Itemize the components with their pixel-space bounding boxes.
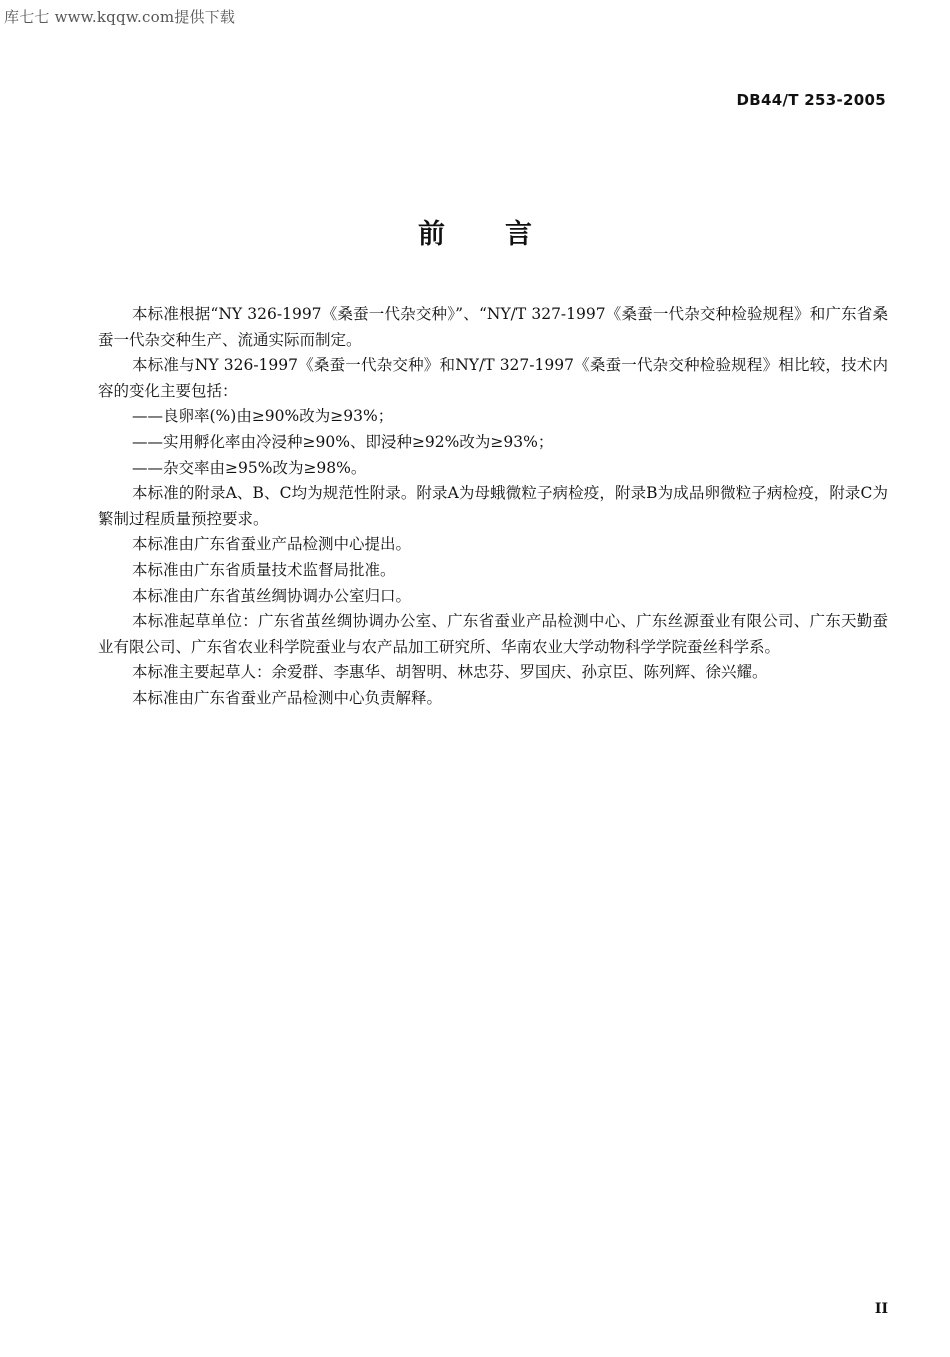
watermark-text: 库七七 www.kqqw.com提供下载 (4, 8, 236, 26)
paragraph-centralized-by: 本标准由广东省茧丝绸协调办公室归口。 (132, 586, 412, 605)
paragraph-comparison: 本标准与NY 326-1997《桑蚕一代杂交种》和NY/T 327-1997《桑蚕一代杂交种检验规程》相比较，技术内容的变化主要包括： (98, 356, 888, 400)
paragraph-proposed-by: 本标准由广东省蚕业产品检测中心提出。 (132, 535, 412, 554)
paragraph-basis: 本标准根据“NY 326-1997《桑蚕一代杂交种》”、“NY/T 327-1997《桑蚕一代杂交种检验规程》和广东省桑蚕一代杂交种生产、流通实际而制定。 (98, 305, 888, 349)
change-item-good-egg-rate: ——良卵率(%)由≥90%改为≥93%； (132, 407, 394, 426)
change-item-hatching-rate: ——实用孵化率由冷浸种≥90%、即浸种≥92%改为≥93%； (132, 432, 554, 451)
page-number: II (874, 1301, 888, 1317)
change-item-hybrid-rate: ——杂交率由≥95%改为≥98%。 (132, 458, 367, 477)
paragraph-appendices: 本标准的附录A、B、C均为规范性附录。附录A为母蛾微粒子病检疫，附录B为成品卵微粒子病检疫，附录C为繁制过程质量预控要求。 (98, 484, 888, 528)
paragraph-drafters: 本标准主要起草人：余爱群、李惠华、胡智明、林忠芬、罗国庆、孙京臣、陈列辉、徐兴耀。 (132, 663, 768, 682)
paragraph-interpretation: 本标准由广东省蚕业产品检测中心负责解释。 (132, 688, 443, 707)
paragraph-drafting-units: 本标准起草单位：广东省茧丝绸协调办公室、广东省蚕业产品检测中心、广东丝源蚕业有限公司、广东天勤蚕业有限公司、广东省农业科学院蚕业与农产品加工研究所、华南农业大学动物科学学院蚕丝科学系。 (98, 612, 888, 656)
foreword-body (98, 302, 888, 712)
paragraph-approved-by: 本标准由广东省质量技术监督局批准。 (132, 560, 396, 579)
document-code: DB44/T 253-2005 (736, 91, 886, 109)
page-title: 前言 (418, 219, 592, 250)
